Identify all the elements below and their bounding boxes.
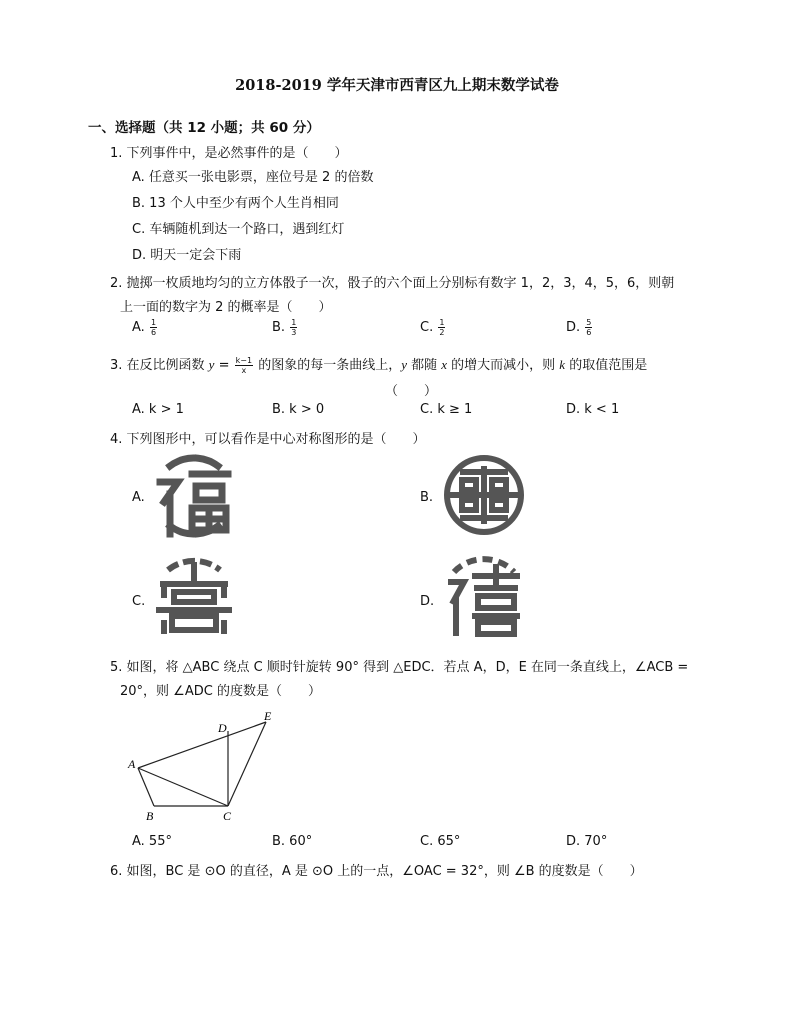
q3-option-a: A. k > 1 [132,402,184,417]
q4-option-c: C. [132,594,146,609]
page-title: 2018-2019 学年天津市西青区九上期末数学试卷 [235,77,559,94]
point-a-label: A [128,757,136,771]
point-c-label: C [223,809,232,822]
q2-option-c: C. $\frac{1}{2}$ [420,318,445,337]
xi-seal-figure [440,554,528,640]
q5-option-c: C. 65° [420,834,461,849]
q4-option-a: A. [132,490,145,505]
q1-option-c: C. 车辆随机到达一个路口，遇到红灯 [132,222,345,237]
q5-option-d: D. 70° [566,834,608,849]
fraction: $\frac{1}{2}$ [439,318,445,337]
segment-ec [228,722,266,806]
point-b-label: B [146,809,154,822]
q1-option-b: B. 13 个人中至少有两个人生肖相同 [132,196,339,211]
q5-stem-line1: 5. 如图，将 △ABC 绕点 C 顺时针旋转 90° 得到 △EDC．若点 A，D，E 在同一条直线上，∠ACB = [110,660,689,675]
shou-seal-figure [150,554,238,640]
fraction: $\frac{5}{6}$ [586,318,592,337]
q3-option-d: D. k < 1 [566,402,620,417]
section-heading: 一、选择题（共 12 小题；共 60 分） [88,120,320,136]
q4-stem: 4. 下列图形中，可以看作是中心对称图形的是（ ） [110,432,426,447]
q3-option-b: B. k > 0 [272,402,325,417]
function-fraction: $\frac{k-1}{x}$ [235,356,253,375]
q1-option-a: A. 任意买一张电影票，座位号是 2 的倍数 [132,170,374,185]
q2-option-b: B. $\frac{1}{3}$ [272,318,297,337]
triangle-rotation-diagram [120,706,290,822]
q3-answer-paren: （ ） [385,384,438,399]
q2-option-d: D. $\frac{5}{6}$ [566,318,592,337]
q5-option-b: B. 60° [272,834,313,849]
q2-option-a: A. $\frac{1}{6}$ [132,318,157,337]
q1-option-d: D. 明天一定会下雨 [132,248,242,263]
fraction: $\frac{1}{6}$ [150,318,157,337]
q4-option-d: D. [420,594,435,609]
q5-option-a: A. 55° [132,834,172,849]
q1-stem: 1. 下列事件中，是必然事件的是（ ） [110,146,348,161]
q2-stem-line1: 2. 抛掷一枚质地均匀的立方体骰子一次，骰子的六个面上分别标有数字 1，2，3，4，5，6，则朝 [110,276,675,291]
q6-stem: 6. 如图，BC 是 ⊙O 的直径，A 是 ⊙O 上的一点，∠OAC = 32°，则 ∠B 的度数是（ ） [110,864,643,879]
q3-stem: 3. 在反比例函数 y = $\frac{k-1}{x}$ 的图象的每一条曲线上，y 都随 x 的增大而减小，则 k 的取值范围是 [110,356,648,375]
point-e-label: E [264,709,272,723]
segment-ae [138,722,266,768]
round-symbol-figure [440,452,528,538]
q5-stem-line2: 20°，则 ∠ADC 的度数是（ ） [120,684,321,699]
fraction: $\frac{1}{3}$ [291,318,297,337]
point-d-label: D [218,721,227,735]
q2-stem-line2: 上一面的数字为 2 的概率是（ ） [120,300,332,315]
fu-seal-figure [150,452,238,538]
q3-option-c: C. k ≥ 1 [420,402,473,417]
q4-option-b: B. [420,490,434,505]
